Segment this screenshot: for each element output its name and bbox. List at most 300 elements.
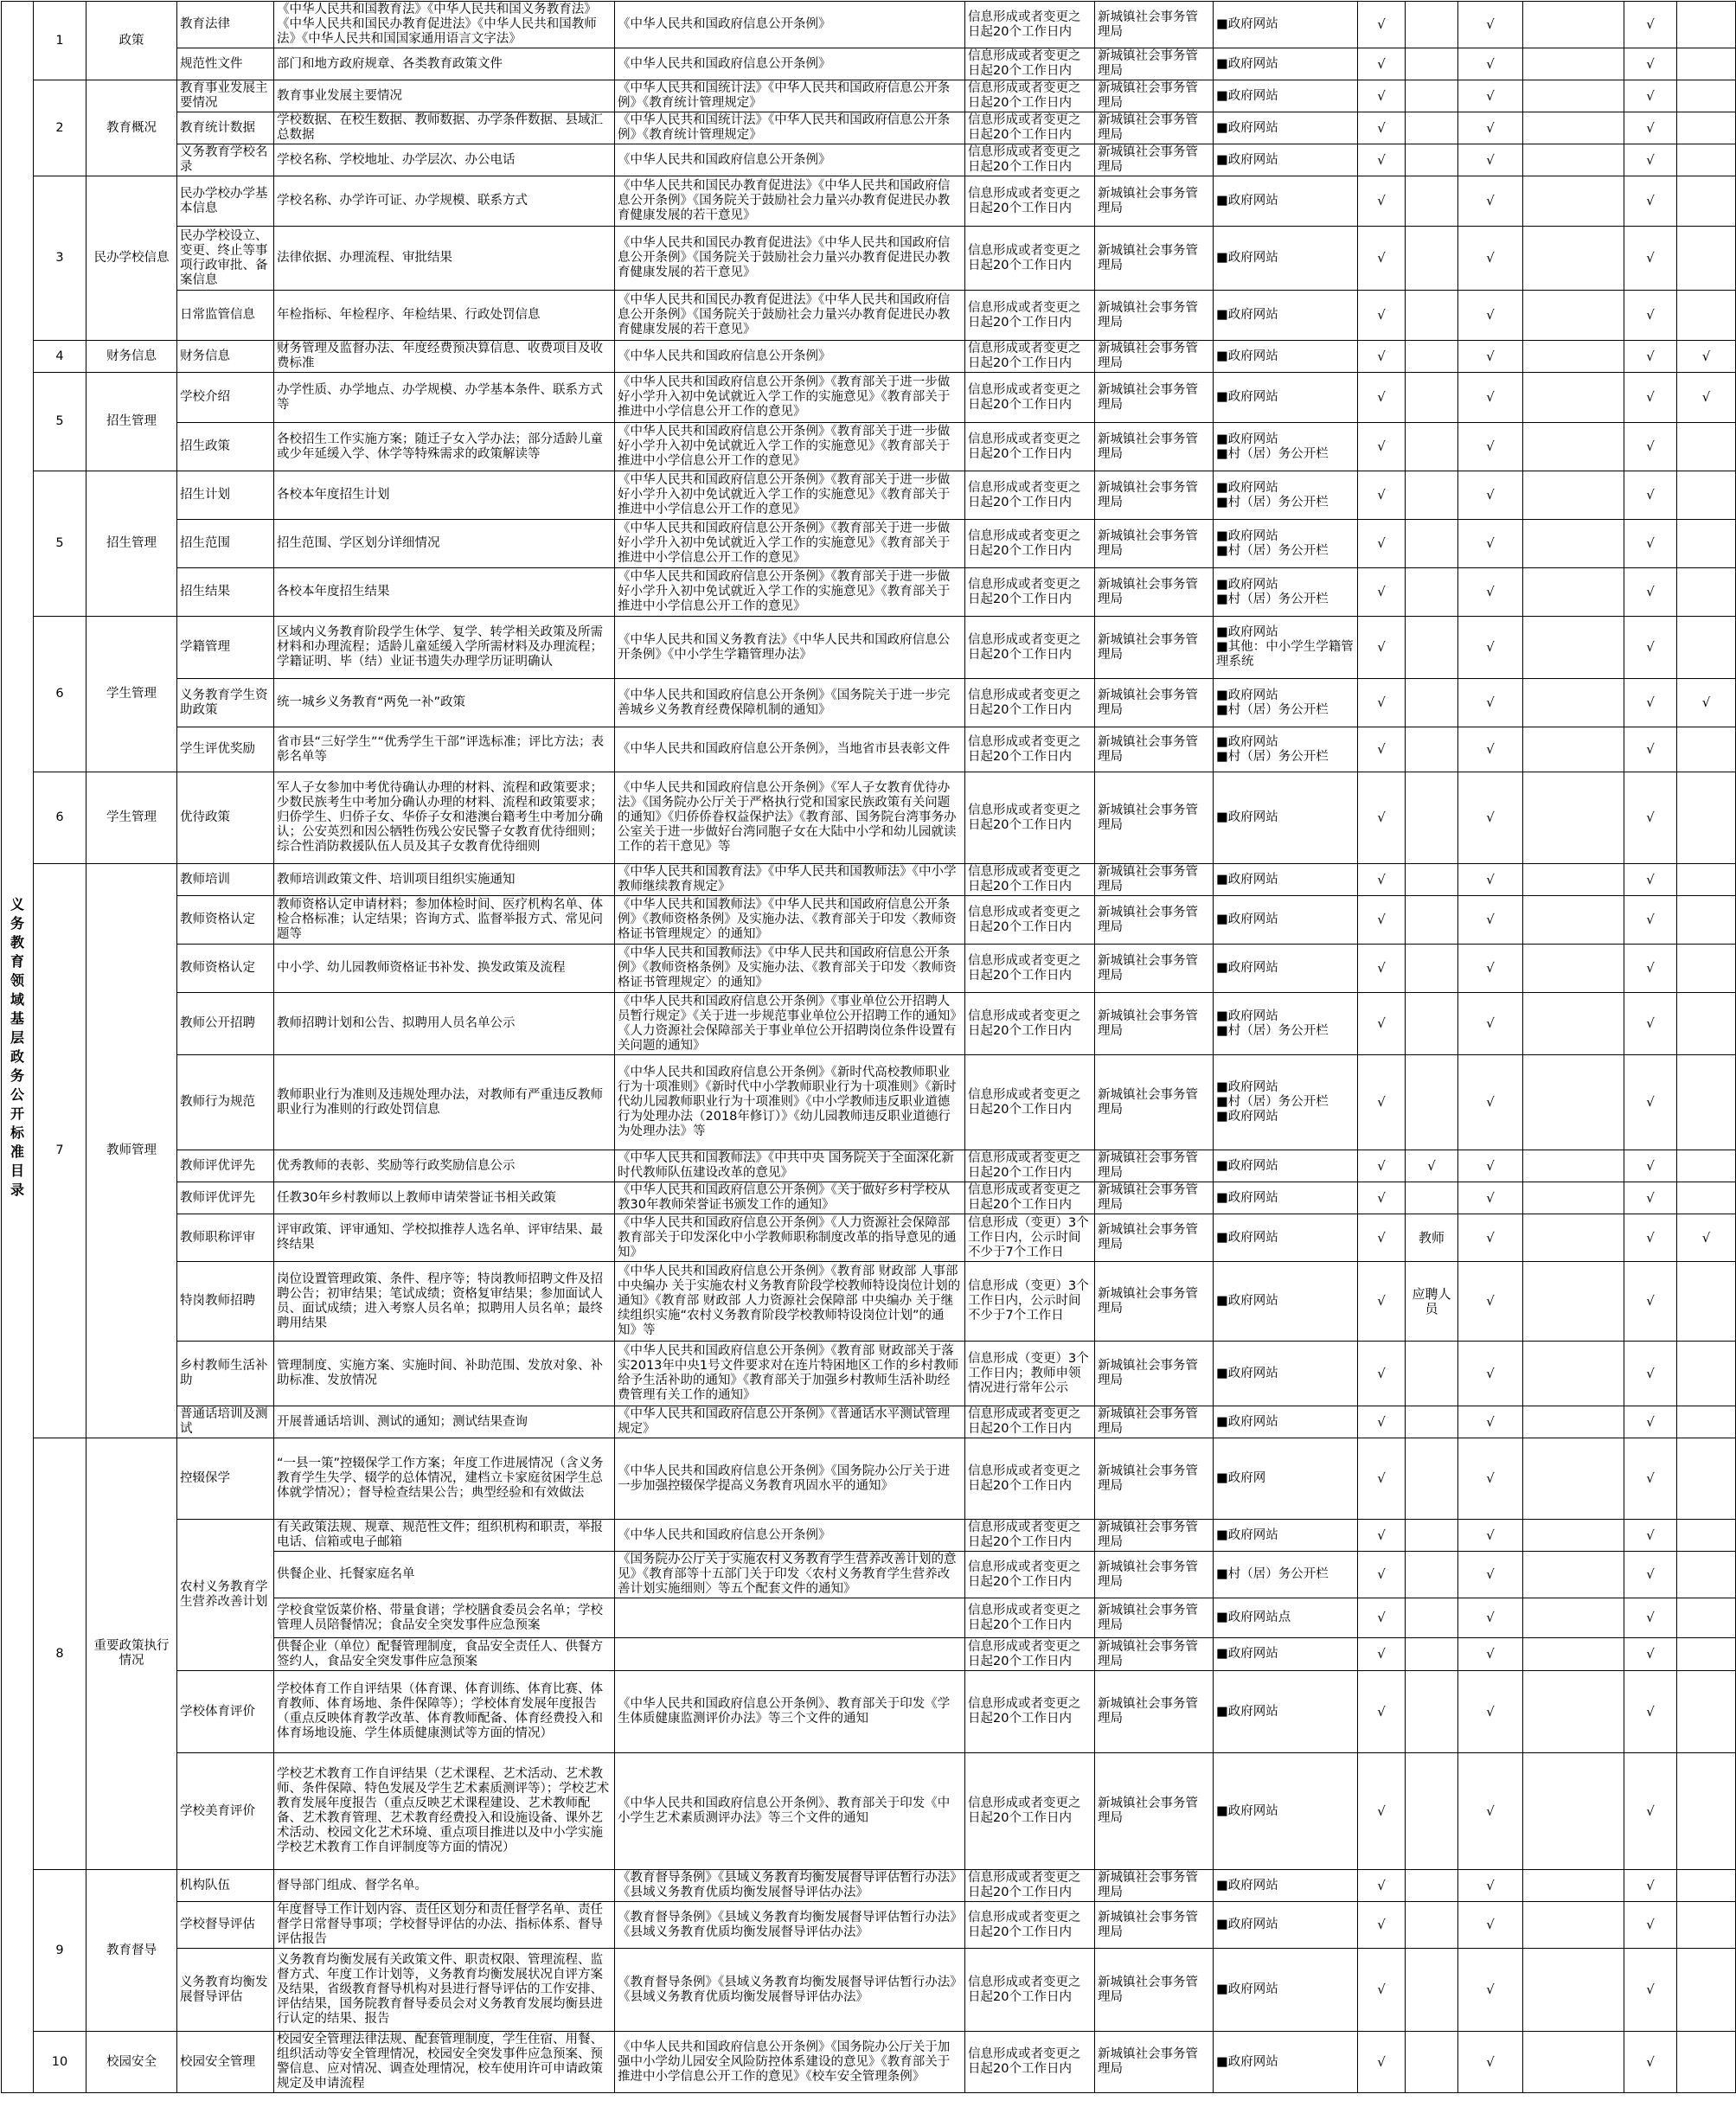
- check-cell-c4: [1523, 1753, 1624, 1870]
- channel-entry: ■政府网站: [1216, 528, 1278, 543]
- check-cell-c5: √: [1624, 772, 1677, 864]
- item-time-limit: 信息形成（变更）3个工作日内，公示时间不少于7个工作日: [965, 1214, 1095, 1262]
- check-cell-c6: [1677, 1870, 1736, 1902]
- check-cell-c2: [1406, 1949, 1458, 2032]
- check-cell-c1: √: [1358, 617, 1406, 679]
- check-cell-c3: √: [1458, 112, 1523, 144]
- check-cell-c1: √: [1358, 341, 1406, 373]
- check-cell-c3: √: [1458, 176, 1523, 227]
- item-basis: 《教育督导条例》《县域义务教育均衡发展督导评估暂行办法》《县域义务教育优质均衡发展督导评估办法》: [615, 1902, 965, 1949]
- check-cell-c6: [1677, 2, 1736, 48]
- item-time-limit: 信息形成或者变更之日起20个工作日内: [965, 1552, 1095, 1598]
- check-cell-c3: √: [1458, 1214, 1523, 1262]
- check-cell-c1: √: [1358, 227, 1406, 291]
- check-cell-c5: √: [1624, 864, 1677, 896]
- item-channels: [1214, 2, 1358, 48]
- item-unit: 新城镇社会事务管理局: [1095, 1262, 1214, 1342]
- item-content: 办学性质、办学地点、办学规模、办学基本条件、联系方式等: [274, 373, 615, 423]
- item-time-limit: 信息形成或者变更之日起20个工作日内: [965, 520, 1095, 568]
- channel-entry: ■政府网站: [1216, 625, 1278, 639]
- check-cell-c4: [1523, 1055, 1624, 1150]
- group-number: 1: [34, 2, 86, 80]
- group-number: 9: [34, 1870, 86, 2032]
- check-cell-c1: √: [1358, 471, 1406, 520]
- item-unit: 新城镇社会事务管理局: [1095, 80, 1214, 112]
- item-content: 有关政策法规、规章、规范性文件；组织机构和职责，举报电话、信箱或电子邮箱: [274, 1520, 615, 1552]
- item-unit: 新城镇社会事务管理局: [1095, 1438, 1214, 1520]
- item-content: 省市县“三好学生”“优秀学生干部”评选标准；评比方法；表彰名单等: [274, 727, 615, 772]
- check-cell-c2: [1406, 373, 1458, 423]
- item-basis: 《中华人民共和国民办教育促进法》《中华人民共和国政府信息公开条例》《国务院关于鼓励社会力量兴办教育促进民办教育健康发展的若干意见》: [615, 291, 965, 341]
- check-cell-c3: √: [1458, 341, 1523, 373]
- item-name: 招生计划: [177, 471, 274, 520]
- group-number: 5: [34, 373, 86, 471]
- group-number: 10: [34, 2032, 86, 2093]
- check-cell-c2: [1406, 1055, 1458, 1150]
- item-time-limit: 信息形成或者变更之日起20个工作日内: [965, 772, 1095, 864]
- check-cell-c1: √: [1358, 112, 1406, 144]
- table-row: [2, 1520, 1736, 1552]
- check-cell-c3: √: [1458, 1552, 1523, 1598]
- table-row: [2, 423, 1736, 471]
- check-cell-c6: [1677, 144, 1736, 176]
- item-content: 任教30年乡村教师以上教师申请荣誉证书相关政策: [274, 1182, 615, 1214]
- check-cell-c6: [1677, 896, 1736, 945]
- item-name: 教师资格认定: [177, 896, 274, 945]
- table-row: [2, 617, 1736, 679]
- item-time-limit: 信息形成或者变更之日起20个工作日内: [965, 1438, 1095, 1520]
- channel-entry: ■政府网站: [1216, 1366, 1278, 1380]
- check-cell-c4: [1523, 1598, 1624, 1638]
- check-cell-c2: √: [1406, 1150, 1458, 1182]
- check-cell-c4: [1523, 2, 1624, 48]
- channel-entry: ■政府网站: [1216, 1918, 1278, 1931]
- item-name: 教师评优评先: [177, 1150, 274, 1182]
- item-basis: 《中华人民共和国政府信息公开条例》《普通话水平测试管理规定》: [615, 1406, 965, 1438]
- item-channels: [1214, 341, 1358, 373]
- item-name: 农村义务教育学生营养改善计划: [177, 1520, 274, 1671]
- check-cell-c6: [1677, 1671, 1736, 1753]
- item-name: 教师行为规范: [177, 1055, 274, 1150]
- check-cell-c2: [1406, 945, 1458, 993]
- check-cell-c1: √: [1358, 1342, 1406, 1406]
- table-row: [2, 373, 1736, 423]
- item-channels: [1214, 1552, 1358, 1598]
- item-time-limit: 信息形成或者变更之日起20个工作日内: [965, 1598, 1095, 1638]
- item-name: 教师评优评先: [177, 1182, 274, 1214]
- check-cell-c6: [1677, 1949, 1736, 2032]
- check-cell-c6: [1677, 568, 1736, 617]
- item-unit: 新城镇社会事务管理局: [1095, 2, 1214, 48]
- item-name: 学生评优奖励: [177, 727, 274, 772]
- check-cell-c2: [1406, 1753, 1458, 1870]
- check-cell-c6: [1677, 291, 1736, 341]
- check-cell-c4: [1523, 993, 1624, 1055]
- group-category: 重要政策执行情况: [86, 1438, 177, 1870]
- item-name: 教师培训: [177, 864, 274, 896]
- item-unit: 新城镇社会事务管理局: [1095, 1870, 1214, 1902]
- item-name: 学校督导评估: [177, 1902, 274, 1949]
- check-cell-c5: √: [1624, 1753, 1677, 1870]
- check-cell-c2: [1406, 1638, 1458, 1671]
- check-cell-c3: √: [1458, 423, 1523, 471]
- item-content: 岗位设置管理政策、条件、程序等；特岗教师招聘文件及招聘公告；初审结果；笔试成绩；资格复审结果；参加面试人员、面试成绩；进入考察人员名单；拟聘用人员名单；最终聘用结果: [274, 1262, 615, 1342]
- check-cell-c1: √: [1358, 1552, 1406, 1598]
- check-cell-c1: √: [1358, 864, 1406, 896]
- item-time-limit: 信息形成或者变更之日起20个工作日内: [965, 48, 1095, 80]
- item-name: 机构队伍: [177, 1870, 274, 1902]
- check-cell-c5: √: [1624, 896, 1677, 945]
- check-cell-c3: √: [1458, 144, 1523, 176]
- item-channels: [1214, 945, 1358, 993]
- check-cell-c5: √: [1624, 2032, 1677, 2093]
- check-cell-c6: [1677, 227, 1736, 291]
- item-content: 教师资格认定申请材料；参加体检时间、医疗机构名单、体检合格标准；认定结果；咨询方式、监督举报方式、常见问题等: [274, 896, 615, 945]
- item-unit: 新城镇社会事务管理局: [1095, 864, 1214, 896]
- item-name: 控辍保学: [177, 1438, 274, 1520]
- channel-entry: ■政府网站: [1216, 1009, 1278, 1023]
- item-basis: [615, 1638, 965, 1671]
- group-category: 教师管理: [86, 864, 177, 1438]
- item-basis: 《中华人民共和国统计法》《中华人民共和国政府信息公开条例》《教育统计管理规定》: [615, 112, 965, 144]
- check-cell-c3: √: [1458, 1406, 1523, 1438]
- item-unit: 新城镇社会事务管理局: [1095, 176, 1214, 227]
- item-name: 优待政策: [177, 772, 274, 864]
- check-cell-c2: [1406, 993, 1458, 1055]
- table-row: [2, 1902, 1736, 1949]
- check-cell-c5: √: [1624, 1182, 1677, 1214]
- item-basis: 《中华人民共和国政府信息公开条例》，当地省市县表彰文件: [615, 727, 965, 772]
- item-content: 法律依据、办理流程、审批结果: [274, 227, 615, 291]
- item-channels: [1214, 144, 1358, 176]
- check-cell-c5: √: [1624, 144, 1677, 176]
- table-row: [2, 1214, 1736, 1262]
- item-unit: 新城镇社会事务管理局: [1095, 1055, 1214, 1150]
- group-category: 招生管理: [86, 373, 177, 471]
- check-cell-c5: √: [1624, 727, 1677, 772]
- check-cell-c1: √: [1358, 1438, 1406, 1520]
- item-unit: 新城镇社会事务管理局: [1095, 48, 1214, 80]
- check-cell-c3: √: [1458, 945, 1523, 993]
- item-content: 各校本年度招生计划: [274, 471, 615, 520]
- check-cell-c1: √: [1358, 1870, 1406, 1902]
- check-cell-c5: √: [1624, 1552, 1677, 1598]
- item-content: 教师招聘计划和公告、拟聘用人员名单公示: [274, 993, 615, 1055]
- check-cell-c5: √: [1624, 520, 1677, 568]
- check-cell-c6: √: [1677, 341, 1736, 373]
- item-channels: [1214, 772, 1358, 864]
- item-content: 供餐企业（单位）配餐管理制度，食品安全责任人、供餐方签约人，食品安全突发事件应急预案: [274, 1638, 615, 1671]
- check-cell-c2: [1406, 1870, 1458, 1902]
- item-channels: [1214, 423, 1358, 471]
- item-content: 统一城乡义务教育“两免一补”政策: [274, 679, 615, 727]
- check-cell-c6: [1677, 945, 1736, 993]
- check-cell-c4: [1523, 1214, 1624, 1262]
- check-cell-c2: [1406, 80, 1458, 112]
- check-cell-c1: √: [1358, 568, 1406, 617]
- check-cell-c4: [1523, 1438, 1624, 1520]
- item-name: 学校介绍: [177, 373, 274, 423]
- channel-entry: ■政府网站: [1216, 432, 1278, 446]
- channel-entry: ■政府网站: [1216, 390, 1278, 404]
- item-content: 学校食堂饭菜价格、带量食谱；学校膳食委员会名单；学校管理人员陪餐情况；食品安全突发事件应急预案: [274, 1598, 615, 1638]
- item-name: 日常监管信息: [177, 291, 274, 341]
- item-content: 学校名称、办学许可证、办学规模、联系方式: [274, 176, 615, 227]
- check-cell-c5: √: [1624, 993, 1677, 1055]
- item-time-limit: 信息形成或者变更之日起20个工作日内: [965, 568, 1095, 617]
- table-row: [2, 48, 1736, 80]
- group-category: 校园安全: [86, 2032, 177, 2093]
- check-cell-c2: [1406, 617, 1458, 679]
- check-cell-c3: √: [1458, 1902, 1523, 1949]
- check-cell-c2: [1406, 727, 1458, 772]
- check-cell-c4: [1523, 112, 1624, 144]
- item-time-limit: 信息形成或者变更之日起20个工作日内: [965, 1753, 1095, 1870]
- check-cell-c1: √: [1358, 1949, 1406, 2032]
- check-cell-c6: [1677, 772, 1736, 864]
- check-cell-c5: √: [1624, 1671, 1677, 1753]
- channel-entry: ■政府网站: [1216, 1414, 1278, 1429]
- check-cell-c6: [1677, 2032, 1736, 2093]
- group-number: 5: [34, 471, 86, 617]
- item-time-limit: 信息形成或者变更之日起20个工作日内: [965, 1638, 1095, 1671]
- channel-entry: ■政府网站: [1216, 194, 1278, 208]
- item-content: 区域内义务教育阶段学生休学、复学、转学相关政策及所需材料和办理流程；适龄儿童延缓入学所需材料及办理流程；学籍证明、毕（结）业证书遗失办理学历证明确认: [274, 617, 615, 679]
- item-name: 教育法律: [177, 2, 274, 48]
- check-cell-c6: [1677, 1520, 1736, 1552]
- check-cell-c3: √: [1458, 1438, 1523, 1520]
- channel-entry: ■政府网: [1216, 1471, 1266, 1485]
- channel-entry: ■政府网站: [1216, 2054, 1278, 2069]
- channel-entry: ■政府网站: [1216, 480, 1278, 495]
- check-cell-c6: [1677, 993, 1736, 1055]
- item-name: 校园安全管理: [177, 2032, 274, 2093]
- item-time-limit: 信息形成或者变更之日起20个工作日内: [965, 864, 1095, 896]
- item-content: 各校招生工作实施方案；随迁子女入学办法；部分适龄儿童或少年延缓入学、休学等特殊需求的政策解读等: [274, 423, 615, 471]
- item-unit: 新城镇社会事务管理局: [1095, 772, 1214, 864]
- channel-entry: ■政府网站: [1216, 308, 1278, 322]
- check-cell-c6: [1677, 80, 1736, 112]
- item-time-limit: 信息形成或者变更之日起20个工作日内: [965, 373, 1095, 423]
- check-cell-c4: [1523, 176, 1624, 227]
- channel-entry: ■村（居）务公开栏: [1216, 592, 1329, 606]
- check-cell-c2: [1406, 1902, 1458, 1949]
- item-basis: 《中华人民共和国政府信息公开条例》: [615, 2, 965, 48]
- table-row: [2, 1262, 1736, 1342]
- check-cell-c5: √: [1624, 1870, 1677, 1902]
- item-unit: 新城镇社会事务管理局: [1095, 291, 1214, 341]
- group-number: 3: [34, 176, 86, 341]
- check-cell-c5: √: [1624, 1150, 1677, 1182]
- item-unit: 新城镇社会事务管理局: [1095, 520, 1214, 568]
- item-unit: 新城镇社会事务管理局: [1095, 1598, 1214, 1638]
- item-content: 财务管理及监督办法、年度经费预决算信息、收费项目及收费标准: [274, 341, 615, 373]
- item-channels: [1214, 1638, 1358, 1671]
- check-cell-c3: √: [1458, 2, 1523, 48]
- item-content: 开展普通话培训、测试的通知；测试结果查询: [274, 1406, 615, 1438]
- check-cell-c5: √: [1624, 291, 1677, 341]
- table-row: [2, 227, 1736, 291]
- check-cell-c1: √: [1358, 2032, 1406, 2093]
- check-cell-c2: [1406, 48, 1458, 80]
- item-channels: [1214, 176, 1358, 227]
- check-cell-c5: √: [1624, 1520, 1677, 1552]
- catalog-table: [1, 1, 1736, 2093]
- channel-entry: ■其他：中小学生学籍管理系统: [1216, 640, 1354, 669]
- check-cell-c1: √: [1358, 1520, 1406, 1552]
- item-content: 教师职业行为准则及违规处理办法，对教师有严重违反教师职业行为准则的行政处罚信息: [274, 1055, 615, 1150]
- channel-entry: ■政府网站: [1216, 913, 1278, 926]
- item-channels: [1214, 48, 1358, 80]
- check-cell-c2: [1406, 1342, 1458, 1406]
- item-basis: 《中华人民共和国义务教育法》《中华人民共和国政府信息公开条例》《中小学生学籍管理办法》: [615, 617, 965, 679]
- item-content: 中小学、幼儿园教师资格证书补发、换发政策及流程: [274, 945, 615, 993]
- item-channels: [1214, 291, 1358, 341]
- table-row: [2, 1870, 1736, 1902]
- table-row: [2, 471, 1736, 520]
- check-cell-c2: [1406, 1671, 1458, 1753]
- check-cell-c3: √: [1458, 727, 1523, 772]
- check-cell-c3: √: [1458, 48, 1523, 80]
- check-cell-c6: [1677, 1406, 1736, 1438]
- item-basis: 《中华人民共和国政府信息公开条例》、教育部关于印发《学生体质健康监测评价办法》等三个文件的通知: [615, 1671, 965, 1753]
- check-cell-c3: √: [1458, 520, 1523, 568]
- item-content: “一县一策”控辍保学工作方案；年度工作进展情况（含义务教育学生失学、辍学的总体情况，建档立卡家庭贫困学生总体就学情况）；督导检查结果公告；典型经验和有效做法: [274, 1438, 615, 1520]
- check-cell-c4: [1523, 1150, 1624, 1182]
- channel-entry: ■政府网站: [1216, 1158, 1278, 1173]
- item-name: 普通话培训及测试: [177, 1406, 274, 1438]
- table-row: [2, 864, 1736, 896]
- check-cell-c6: [1677, 1552, 1736, 1598]
- item-name: 义务教育学生资助政策: [177, 679, 274, 727]
- check-cell-c2: [1406, 1520, 1458, 1552]
- item-name: 学校美育评价: [177, 1753, 274, 1870]
- item-time-limit: 信息形成或者变更之日起20个工作日内: [965, 679, 1095, 727]
- group-number: 8: [34, 1438, 86, 1870]
- check-cell-c4: [1523, 1671, 1624, 1753]
- item-content: 军人子女参加中考优待确认办理的材料、流程和政策要求；少数民族考生中考加分确认办理的材料、流程和政策要求；归侨学生、归侨子女、华侨子女和港澳台籍考生中考加分确认；公安英烈和因公牺牲伤残公安民警子女教育优待细则；综合性消防救援队伍人员及其子女教育优待细则: [274, 772, 615, 864]
- channel-entry: ■政府网站: [1216, 152, 1278, 167]
- item-time-limit: 信息形成或者变更之日起20个工作日内: [965, 227, 1095, 291]
- check-cell-c3: √: [1458, 1520, 1523, 1552]
- item-unit: 新城镇社会事务管理局: [1095, 227, 1214, 291]
- item-name: 民办学校办学基本信息: [177, 176, 274, 227]
- check-cell-c6: [1677, 1902, 1736, 1949]
- table-row: [2, 144, 1736, 176]
- item-time-limit: 信息形成或者变更之日起20个工作日内: [965, 176, 1095, 227]
- item-content: 年检指标、年检程序、年检结果、行政处罚信息: [274, 291, 615, 341]
- check-cell-c5: √: [1624, 1949, 1677, 2032]
- check-cell-c6: [1677, 1150, 1736, 1182]
- item-name: 特岗教师招聘: [177, 1262, 274, 1342]
- channel-entry: ■政府网站: [1216, 577, 1278, 592]
- item-channels: [1214, 727, 1358, 772]
- check-cell-c6: √: [1677, 1214, 1736, 1262]
- item-content: 供餐企业、托餐家庭名单: [274, 1552, 615, 1598]
- item-name: 民办学校设立、变更、终止等事项行政审批、备案信息: [177, 227, 274, 291]
- item-channels: [1214, 520, 1358, 568]
- item-unit: 新城镇社会事务管理局: [1095, 471, 1214, 520]
- item-time-limit: 信息形成或者变更之日起20个工作日内: [965, 471, 1095, 520]
- check-cell-c1: √: [1358, 1598, 1406, 1638]
- check-cell-c3: √: [1458, 772, 1523, 864]
- check-cell-c2: [1406, 568, 1458, 617]
- item-unit: 新城镇社会事务管理局: [1095, 945, 1214, 993]
- item-unit: 新城镇社会事务管理局: [1095, 1150, 1214, 1182]
- check-cell-c3: √: [1458, 80, 1523, 112]
- channel-entry: ■政府网站: [1216, 120, 1278, 135]
- check-cell-c4: [1523, 291, 1624, 341]
- item-name: 义务教育学校名录: [177, 144, 274, 176]
- item-channels: [1214, 1902, 1358, 1949]
- item-time-limit: 信息形成或者变更之日起20个工作日内: [965, 1520, 1095, 1552]
- channel-entry: ■政府网站: [1216, 1527, 1278, 1542]
- item-channels: [1214, 679, 1358, 727]
- check-cell-c2: [1406, 112, 1458, 144]
- item-time-limit: 信息形成或者变更之日起20个工作日内: [965, 423, 1095, 471]
- item-name: 规范性文件: [177, 48, 274, 80]
- item-basis: 《中华人民共和国政府信息公开条例》: [615, 341, 965, 373]
- check-cell-c3: √: [1458, 1150, 1523, 1182]
- item-content: 管理制度、实施方案、实施时间、补助范围、发放对象、补助标准、发放情况: [274, 1342, 615, 1406]
- check-cell-c5: √: [1624, 2, 1677, 48]
- group-category: 招生管理: [86, 471, 177, 617]
- item-channels: [1214, 2032, 1358, 2093]
- check-cell-c4: [1523, 227, 1624, 291]
- table-row: [2, 1753, 1736, 1870]
- check-cell-c4: [1523, 1638, 1624, 1671]
- item-time-limit: 信息形成或者变更之日起20个工作日内: [965, 727, 1095, 772]
- item-content: 部门和地方政府规章、各类教育政策文件: [274, 48, 615, 80]
- item-unit: 新城镇社会事务管理局: [1095, 617, 1214, 679]
- item-channels: [1214, 1150, 1358, 1182]
- item-channels: [1214, 1182, 1358, 1214]
- table-row: [2, 772, 1736, 864]
- check-cell-c5: √: [1624, 176, 1677, 227]
- check-cell-c5: √: [1624, 1598, 1677, 1638]
- check-cell-c6: [1677, 1638, 1736, 1671]
- item-time-limit: 信息形成或者变更之日起20个工作日内: [965, 945, 1095, 993]
- channel-entry: ■政府网站: [1216, 1294, 1278, 1308]
- channel-entry: ■村（居）务公开栏: [1216, 446, 1329, 461]
- item-basis: 《中华人民共和国民办教育促进法》《中华人民共和国政府信息公开条例》《国务院关于鼓励社会力量兴办教育促进民办教育健康发展的若干意见》: [615, 176, 965, 227]
- check-cell-c1: √: [1358, 993, 1406, 1055]
- check-cell-c4: [1523, 80, 1624, 112]
- channel-entry: ■政府网站: [1216, 17, 1278, 31]
- item-time-limit: 信息形成或者变更之日起20个工作日内: [965, 993, 1095, 1055]
- item-content: 学校数据、在校生数据、教师数据、办学条件数据、县域汇总数据: [274, 112, 615, 144]
- item-channels: [1214, 1598, 1358, 1638]
- channel-entry: ■政府网站: [1216, 1982, 1278, 1996]
- group-category: 教育概况: [86, 80, 177, 176]
- group-number: 2: [34, 80, 86, 176]
- item-name: 教师公开招聘: [177, 993, 274, 1055]
- item-unit: 新城镇社会事务管理局: [1095, 1902, 1214, 1949]
- item-content: 年度督导工作计划内容、责任区划分和责任督学名单、责任督学日常督导事项；学校督导评估的办法、指标体系、督导评估报告: [274, 1902, 615, 1949]
- check-cell-c3: √: [1458, 1870, 1523, 1902]
- item-content: 义务教育均衡发展有关政策文件、职责权限、管理流程、监督方式、年度工作计划等，义务教育均衡发展状况自评方案及结果，省级教育督导机构对县进行督导评估的工作安排、评估结果，国务院教育督导委员会对义务教育发展均衡县进行认定的结果、报告: [274, 1949, 615, 2032]
- item-basis: 《中华人民共和国政府信息公开条例》《关于做好乡村学校从教30年教师荣誉证书颁发工作的通知》: [615, 1182, 965, 1214]
- item-unit: 新城镇社会事务管理局: [1095, 1638, 1214, 1671]
- item-time-limit: 信息形成（变更）3个工作日内；教师申领情况进行常年公示: [965, 1342, 1095, 1406]
- table-row: [2, 341, 1736, 373]
- channel-entry: ■政府网站: [1216, 88, 1278, 103]
- check-cell-c2: 应聘人员: [1406, 1262, 1458, 1342]
- item-time-limit: 信息形成或者变更之日起20个工作日内: [965, 1182, 1095, 1214]
- item-name: 财务信息: [177, 341, 274, 373]
- table-row: [2, 945, 1736, 993]
- item-content: 优秀教师的表彰、奖励等行政奖励信息公示: [274, 1150, 615, 1182]
